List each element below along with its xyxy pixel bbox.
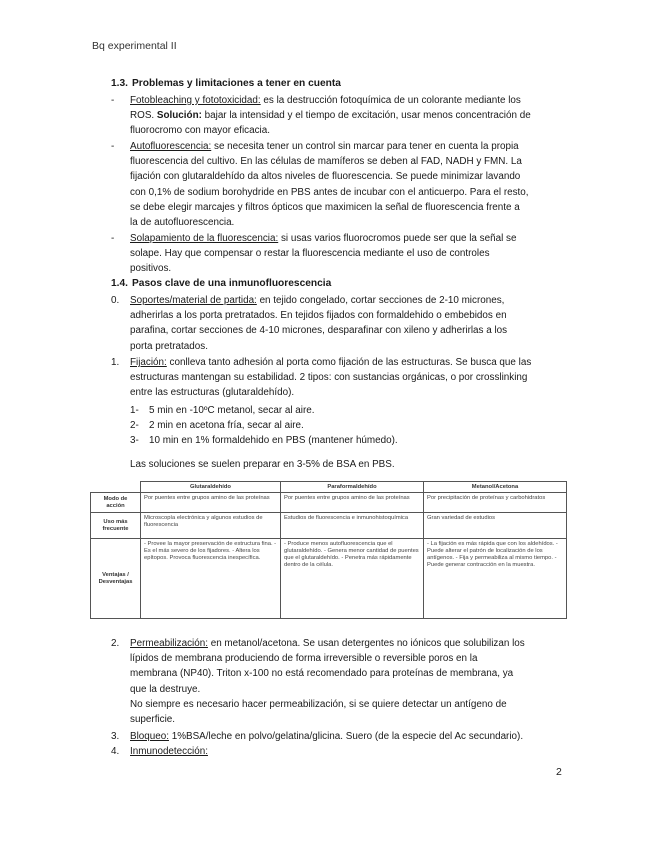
table-cell: Por puentes entre grupos amino de las proteínas <box>141 493 281 513</box>
list-item-line: se debe elegir marcajes y filtros ópticos que maximicen la señal de fluorescencia frente a <box>130 201 520 213</box>
step-marker: 2. <box>111 638 120 649</box>
sub-step-text: 2 min en acetona fría, secar al aire. <box>149 420 304 431</box>
step-2 <box>111 636 525 727</box>
section-title: Problemas y limitaciones a tener en cuenta <box>132 78 341 89</box>
table-row <box>91 513 567 539</box>
step-line: porta pretratados. <box>130 340 208 352</box>
sub-marker: 2- <box>130 420 139 431</box>
table-header-row <box>91 482 567 493</box>
step-line <box>130 636 525 651</box>
list-item-line <box>130 93 531 108</box>
row-header: Modo de acción <box>91 493 141 513</box>
list-item-line <box>130 139 529 154</box>
table-header: Paraformaldehído <box>281 482 424 493</box>
fixation-note: Las soluciones se suelen preparar en 3-5% de BSA en PBS. <box>130 459 395 470</box>
table-cell: Por precipitación de proteínas y carbohidratos <box>424 493 567 513</box>
term: Bloqueo: <box>130 731 169 742</box>
list-item-line: positivos. <box>130 263 172 275</box>
step-marker: 0. <box>111 295 120 306</box>
sub-step-text: 10 min en 1% formaldehido en PBS (mantener húmedo). <box>149 435 398 446</box>
sub-step-1 <box>130 403 315 418</box>
step-marker: 1. <box>111 357 120 368</box>
list-item-line: la de autofluorescencia. <box>130 217 235 229</box>
line: 1%BSA/leche en polvo/gelatina/glicina. Suero (de la especie del Ac secundario). <box>171 731 524 742</box>
step-line: adherirlas a los porta pretratados. En tejidos fijados con formaldehido o embebidos en <box>130 310 507 322</box>
sub-marker: 3- <box>130 435 139 446</box>
step-3 <box>111 729 524 744</box>
section-heading-1-3 <box>111 78 341 89</box>
step-line: No siempre es necesario hacer permeabilización, si se quiere detectar un antígeno de <box>130 698 507 710</box>
section-heading-1-4 <box>111 278 331 289</box>
sub-step-text: 5 min en -10ºC metanol, secar al aire. <box>149 405 315 416</box>
step-line: que la destruye. <box>130 683 201 695</box>
list-item-line <box>130 108 531 123</box>
line: si usas varios fluorocromos puede ser que la señal se <box>280 233 517 244</box>
table-cell: - Produce menos autofluorescencia que el glutaraldehído. - Genera menor cantidad de puentes que el glutaraldehído. - Penetra más rápidamente dentro de la célula. <box>281 539 424 619</box>
list-item-line: fluorocromo con mayor eficacia. <box>130 125 270 137</box>
bold-term: Solución: <box>156 110 202 122</box>
line: conlleva tanto adhesión al porta como fijación de las estructuras. Se busca que las <box>169 357 532 368</box>
sub-step-3 <box>130 433 398 448</box>
bullet-marker: - <box>111 95 115 106</box>
table-cell: - Provee la mayor preservación de estructura fina. - Es el más severo de los fijadores. - Altera los epítopos. Provoca fluorescencia inespecífica. <box>141 539 281 619</box>
table-cell: Microscopía electrónica y algunos estudios de fluorescencia <box>141 513 281 539</box>
step-line: lípidos de membrana produciendo de forma irreversible o reversible poros en la <box>130 653 478 665</box>
table-cell: Gran variedad de estudios <box>424 513 567 539</box>
list-item-fotobleaching <box>111 93 531 139</box>
list-item-line: con 0,1% de sodium borohydride en PBS antes de incubar con el anticuerpo. Para el resto, <box>130 186 529 198</box>
sub-step-2 <box>130 418 304 433</box>
line: ROS. <box>130 110 155 122</box>
step-1 <box>111 355 532 401</box>
step-4 <box>111 744 208 759</box>
section-number: 1.3. <box>111 78 128 89</box>
term: Inmunodetección: <box>130 746 208 757</box>
list-item-line: solape. Hay que compensar o restar la fluorescencia mediante el uso de controles <box>130 248 490 260</box>
term: Permeabilización: <box>130 638 208 649</box>
fixatives-table <box>90 481 567 619</box>
term: Fotobleaching y fototoxicidad: <box>130 95 261 106</box>
table-header: Glutaraldehído <box>141 482 281 493</box>
list-item-line: fijación con glutaraldehído da altos niveles de fluorescencia. Se puede minimizar lavando <box>130 171 521 183</box>
bullet-marker: - <box>111 233 115 244</box>
table-cell: Por puentes entre grupos amino de las proteínas <box>281 493 424 513</box>
step-line: entre las estructuras (glutaraldehído). <box>130 387 295 399</box>
step-marker: 3. <box>111 731 120 742</box>
table-cell: - La fijación es más rápida que con los aldehídos. - Puede alterar el patrón de localización de los antígenos. - Fija y permeabiliza al mismo tiempo. - Puede generar contracción en la muestra. <box>424 539 567 619</box>
row-header: Uso más frecuente <box>91 513 141 539</box>
table-row <box>91 539 567 619</box>
step-line: parafina, cortar secciones de 4-10 micrones, desparafinar con xileno y adherirlas a los <box>130 325 508 337</box>
list-item-line <box>130 231 516 246</box>
table-cell: Estudios de fluorescencia e inmunohistoquímica <box>281 513 424 539</box>
page-number: 2 <box>556 766 562 778</box>
step-marker: 4. <box>111 746 120 757</box>
step-line <box>130 293 507 308</box>
line: en metanol/acetona. Se usan detergentes no iónicos que solubilizan los <box>210 638 525 649</box>
step-line: superficie. <box>130 714 176 726</box>
list-item-autofluorescencia <box>111 139 529 230</box>
row-header: Ventajas / Desventajas <box>91 539 141 619</box>
step-0 <box>111 293 508 354</box>
section-title: Pasos clave de una inmunofluorescencia <box>132 278 332 289</box>
step-line: estructuras mantengan su estabilidad. 2 tipos: con sustancias orgánicas, o por crosslinking <box>130 372 528 384</box>
step-line: membrana (NP40). Triton x-100 no está recomendado para proteínas de membrana, ya <box>130 668 514 680</box>
bullet-marker: - <box>111 141 115 152</box>
term: Solapamiento de la fluorescencia: <box>130 233 279 244</box>
line: bajar la intensidad y el tiempo de excitación, usar menos concentración de <box>204 110 531 122</box>
table-row <box>91 493 567 513</box>
step-line <box>130 355 531 370</box>
table-corner <box>91 482 141 493</box>
line: se necesita tener un control sin marcar para tener en cuenta la propia <box>214 141 519 152</box>
line: es la destrucción fotoquímica de un colorante mediante los <box>263 95 521 106</box>
line: en tejido congelado, cortar secciones de 2-10 micrones, <box>259 295 505 306</box>
section-number: 1.4. <box>111 278 128 289</box>
sub-marker: 1- <box>130 405 139 416</box>
page-header: Bq experimental II <box>92 40 177 52</box>
term: Autofluorescencia: <box>130 141 212 152</box>
term: Soportes/material de partida: <box>130 295 257 306</box>
list-item-solapamiento <box>111 231 517 277</box>
term: Fijación: <box>130 357 167 368</box>
list-item-line: fluorescencia del cultivo. En las células de mamíferos se deben al FAD, NADH y FMN. La <box>130 156 522 168</box>
table-header: Metanol/Acetona <box>424 482 567 493</box>
